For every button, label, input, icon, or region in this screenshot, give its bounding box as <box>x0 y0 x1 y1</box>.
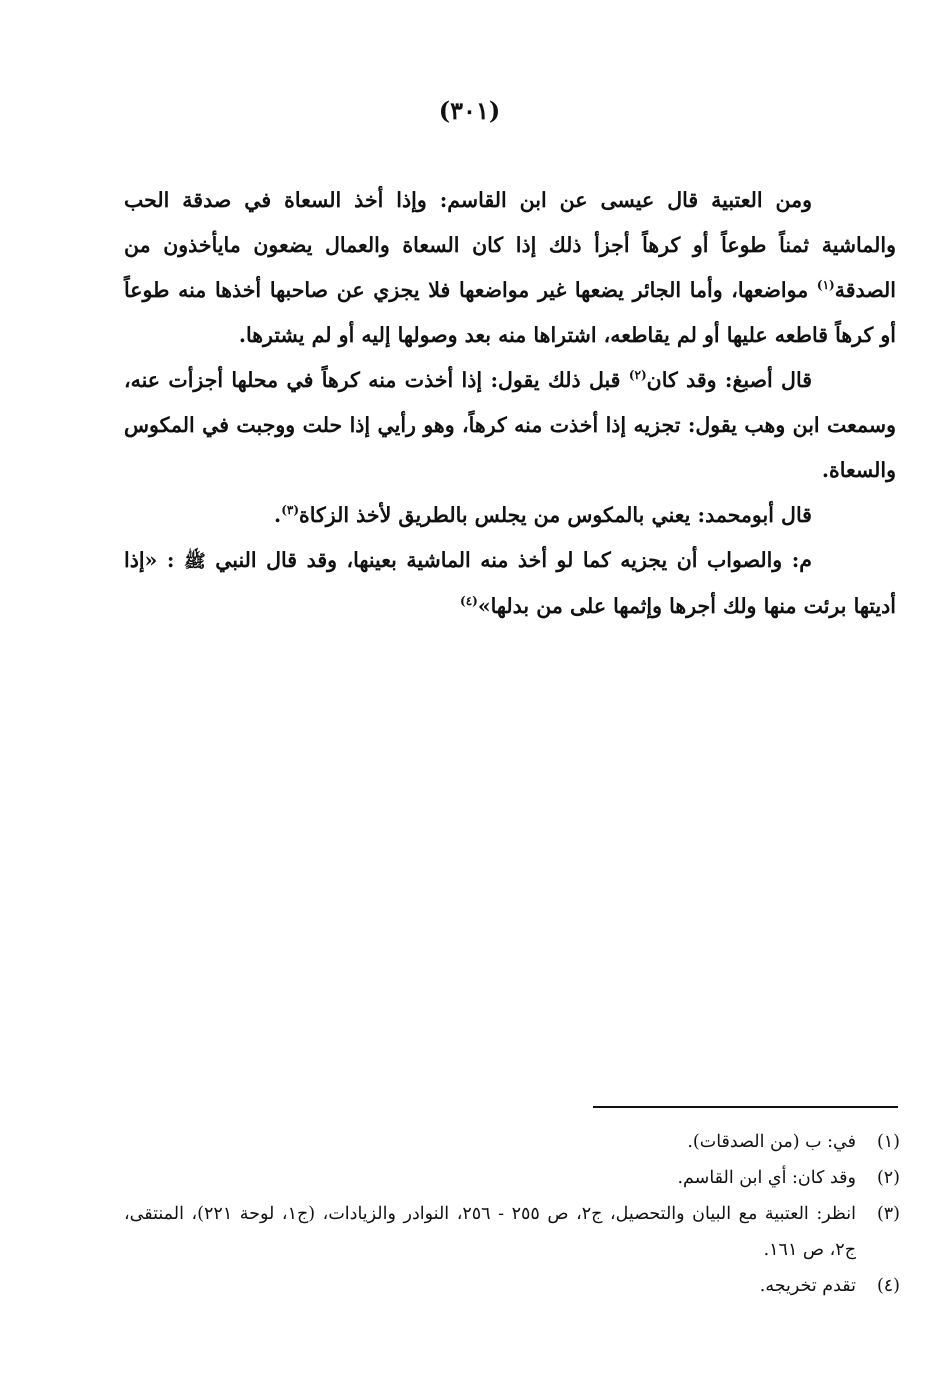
footnote-number: (٣) <box>876 1204 900 1224</box>
footnote-text: تقدم تخريجه. <box>759 1276 856 1296</box>
salawat-symbol: ﷺ <box>183 551 206 572</box>
footnote-ref-4: (٤) <box>460 594 478 609</box>
footnote-text: في: ب (من الصدقات). <box>687 1132 856 1152</box>
paragraph-4-text-a: م: والصواب أن يجزيه كما لو أخذ منه الماشية بعينها، وقد قال النبي <box>215 548 812 572</box>
paragraph-2 <box>124 358 896 493</box>
footnote-text: انظر: العتبية مع البيان والتحصيل، ج٢، ص ٢٥٥ - ٢٥٦، النوادر والزيادات، (ج١، لوحة ٢٢١)، المنتقى، ج٢، ص ١٦١. <box>124 1204 856 1260</box>
main-text <box>124 178 896 629</box>
page-number: (٣٠١) <box>438 96 501 125</box>
paragraph-4-quote: : «إذا أديتها برئت منها ولك أجرها وإثمها على من بدلها» <box>124 548 896 618</box>
paragraph-1-text-b: مواضعها، وأما الجائر يضعها غير مواضعها فلا يجزي عن صاحبها أخذها منه طوعاً أو كرهاً قاطعه عليها أو لم يقاطعه، اشتراها منه بعد وصولها إليه أو لم يشترها. <box>124 278 896 347</box>
footnote-text: وقد كان: أي ابن القاسم. <box>677 1168 856 1188</box>
paragraph-3-text-a: قال أبومحمد: يعني بالمكوس من يجلس بالطريق لأخذ الزكاة <box>299 503 812 527</box>
paragraph-4 <box>124 538 896 629</box>
paragraph-3 <box>124 493 896 538</box>
footnotes <box>124 1124 900 1304</box>
paragraph-2-text-a: قال أصبغ: وقد كان <box>646 368 812 392</box>
footnote-3 <box>124 1196 900 1268</box>
footnote-number: (٤) <box>876 1276 900 1296</box>
footnote-ref-2: (٢) <box>628 368 647 383</box>
footnote-number: (١) <box>876 1132 900 1152</box>
footnote-number: (٢) <box>876 1168 900 1188</box>
footnote-ref-3: (٣) <box>281 503 300 518</box>
paragraph-2-text-b: قبل ذلك يقول: إذا أخذت منه كرهاً في محلها أجزأت عنه، وسمعت ابن وهب يقول: تجزيه إذا أخذت منه كرهاً، وهو رأيي إذا حلت ووجبت في المكوس والسعاة. <box>124 368 896 482</box>
footnote-2 <box>124 1160 900 1196</box>
footnote-4 <box>124 1268 900 1304</box>
footnote-divider <box>593 1106 898 1108</box>
footnote-ref-1: (١) <box>816 278 835 293</box>
paragraph-1 <box>124 178 896 358</box>
paragraph-1-text-a: ومن العتبية قال عيسى عن ابن القاسم: وإذا أخذ السعاة في صدقة الحب والماشية ثمناً طوعاً أو كرهاً أجزأ ذلك إذا كان السعاة والعمال يضعون مايأخذون من الصدقة <box>124 188 896 302</box>
footnote-1 <box>124 1124 900 1160</box>
paragraph-3-text-b: . <box>274 503 282 527</box>
